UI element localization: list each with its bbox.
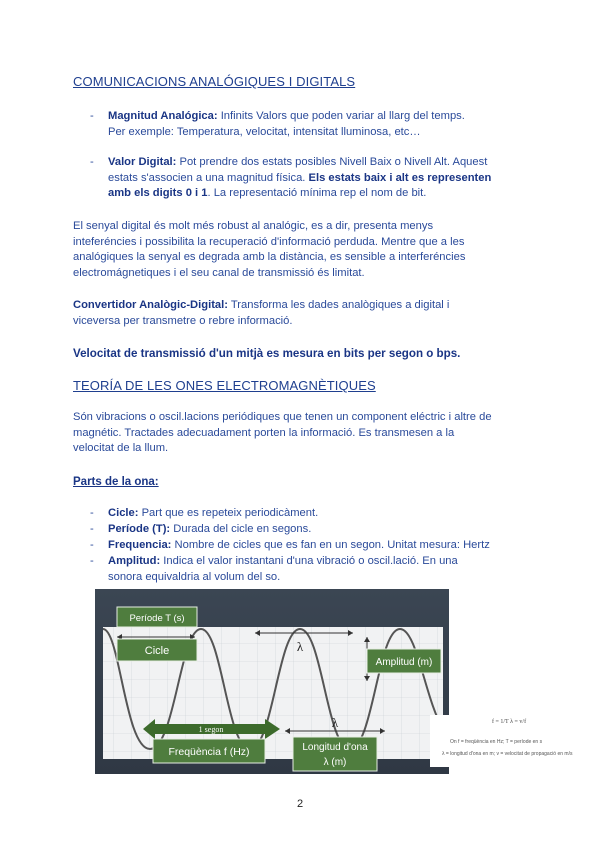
converter-term: Convertidor Analògic-Digital: bbox=[73, 299, 228, 311]
part-term: Cicle: bbox=[108, 507, 139, 519]
bullet-dash: - bbox=[90, 110, 94, 122]
bullet-digital-bold-3: amb els digits 0 i 1 bbox=[108, 187, 208, 199]
bullet-analog-text-2: Per exemple: Temperatura, velocitat, intensitat lluminosa, etc… bbox=[108, 125, 421, 138]
paragraph-speed: Velocitat de transmissió d'un mitjà es mesura en bits per segon o bps. bbox=[73, 347, 461, 360]
bullet-digital-bold-2: Els estats baix i alt es representen bbox=[308, 171, 492, 184]
cycle-label: Cicle bbox=[144, 645, 170, 657]
paragraph-digital-robustness bbox=[73, 219, 563, 281]
bullet-digital-term: Valor Digital: bbox=[108, 156, 177, 168]
bullet-digital-text-2: estats s'associen a una magnitud física. bbox=[108, 171, 309, 184]
part-term: Amplitud: bbox=[108, 555, 161, 567]
frequency-label: Freqüència f (Hz) bbox=[168, 746, 250, 758]
para-line: velocitat de la llum. bbox=[73, 442, 169, 454]
part-term: Període (T): bbox=[108, 523, 171, 535]
para-line: El senyal digital és molt més robust al analógic, es a dir, presenta menys bbox=[73, 220, 434, 232]
part-text: Indica el valor instantani d'una vibració o oscil.lació. En una bbox=[160, 555, 458, 567]
para-line: inteferéncies i possibilita la recuperació d'informació perduda. Mentre que a les bbox=[73, 235, 465, 248]
section-title-communications: COMUNICACIONS ANALÓGIQUES I DIGITALS bbox=[73, 74, 356, 89]
part-amplitude bbox=[90, 554, 568, 585]
wavelength-label-2: λ (m) bbox=[323, 757, 347, 768]
paragraph-waves-intro bbox=[73, 410, 573, 457]
converter-text-2: viceversa per transmetre o rebre informació. bbox=[73, 314, 293, 327]
part-text: Durada del cicle en segons. bbox=[170, 523, 312, 535]
bullet-dash: - bbox=[90, 523, 94, 535]
bullet-analog-term: Magnitud Analógica: bbox=[108, 110, 218, 122]
wave-diagram bbox=[95, 589, 449, 774]
para-line: electromágnetiques i el seu canal de transmissió és limitat. bbox=[73, 266, 365, 279]
amplitude-label: Amplitud (m) bbox=[375, 657, 433, 668]
parts-title: Parts de la ona: bbox=[73, 476, 159, 488]
formula-inset bbox=[430, 715, 590, 767]
converter-text: Transforma les dades analògiques a digital i bbox=[227, 299, 450, 311]
formula-line-3: λ = longitud d'ona en m; v = velocitat de propagació en m/s bbox=[442, 751, 573, 757]
bullet-dash: - bbox=[90, 156, 94, 168]
part-text-2: sonora equivaldria al volum del so. bbox=[108, 570, 281, 583]
part-cycle bbox=[90, 506, 568, 522]
bullet-digital-text: Pot prendre dos estats posibles Nivell Baix o Nivell Alt. Aquest bbox=[176, 156, 488, 168]
para-line: analógiques la senyal es degrada amb la distància, es sensible a interferéncies bbox=[73, 251, 466, 263]
period-label: Període T (s) bbox=[129, 613, 185, 624]
lambda-bottom: λ bbox=[331, 715, 339, 730]
para-line: Són vibracions o oscil.lacions periódiques que tenen un component eléctric i altre de bbox=[73, 411, 492, 423]
part-period bbox=[90, 522, 568, 538]
bullet-dash: - bbox=[90, 507, 94, 519]
bullet-digital-text-3: . La representació mínima rep el nom de bit. bbox=[207, 187, 427, 199]
paragraph-converter bbox=[73, 298, 563, 329]
one-second-label: 1 segon bbox=[198, 725, 224, 734]
formula-line-1: f = 1/T λ = v/f bbox=[492, 719, 527, 725]
bullet-dash: - bbox=[90, 539, 94, 551]
bullet-analog bbox=[90, 109, 548, 140]
part-text: Part que es repeteix periodicàment. bbox=[138, 507, 319, 519]
formula-line-2: On f = freqüència en Hz; T = període en s bbox=[450, 739, 543, 745]
part-frequency bbox=[90, 538, 578, 554]
page-number: 2 bbox=[296, 798, 304, 810]
bullet-digital bbox=[90, 155, 558, 202]
bullet-analog-text: Infinits Valors que poden variar al llarg del temps. bbox=[217, 110, 465, 122]
bullet-dash: - bbox=[90, 555, 94, 567]
lambda-top: λ bbox=[296, 639, 304, 654]
part-text: Nombre de cicles que es fan en un segon. Unitat mesura: Hertz bbox=[171, 539, 490, 551]
para-line: magnétic. Tractades adecuadament porten la informació. Es transmesen a la bbox=[73, 426, 455, 439]
section-title-waves: TEORÍA DE LES ONES ELECTROMAGNÈTIQUES bbox=[73, 378, 376, 393]
part-term: Frequencia: bbox=[108, 539, 172, 551]
wavelength-label-1: Longitud d'ona bbox=[302, 742, 368, 753]
